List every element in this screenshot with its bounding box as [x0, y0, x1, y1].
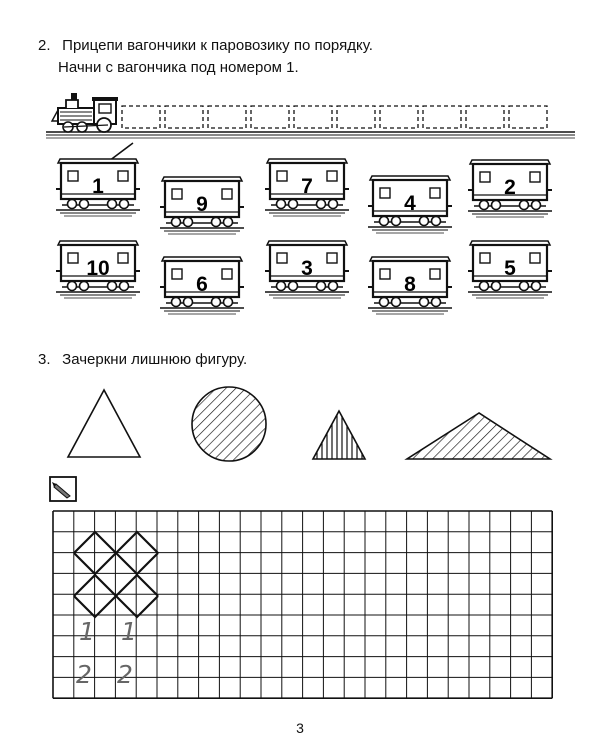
- wagon-slot[interactable]: [165, 106, 203, 128]
- wagon-slot[interactable]: [466, 106, 504, 128]
- wagon-8[interactable]: [368, 257, 452, 314]
- task3-number: 3.: [38, 351, 51, 368]
- wagon-slot[interactable]: [251, 106, 289, 128]
- wagon-number: 1: [92, 175, 104, 198]
- wagon-slot[interactable]: [423, 106, 461, 128]
- wagon-number: 8: [404, 273, 416, 296]
- wagon-slot[interactable]: [294, 106, 332, 128]
- wagon-2[interactable]: [468, 160, 552, 217]
- wagon-9[interactable]: [160, 177, 244, 234]
- page-number: 3: [296, 720, 304, 736]
- empty-wagon-slots: [122, 106, 547, 128]
- shape-triangle-hatched-small[interactable]: [313, 411, 365, 459]
- wagon-slot[interactable]: [122, 106, 160, 128]
- locomotive: [46, 93, 575, 138]
- wagon-number: 3: [301, 257, 313, 280]
- wagon-number: 10: [86, 257, 110, 280]
- wagon-number: 7: [301, 175, 313, 198]
- wagon-3[interactable]: [265, 241, 349, 298]
- copy-digit-2b: 2: [117, 660, 133, 689]
- wagon-number: 2: [504, 176, 516, 199]
- wagon-6[interactable]: [160, 257, 244, 314]
- wagon-number: 9: [196, 193, 208, 216]
- task2-instruction-line1: Прицепи вагончики к паровозику по порядку.: [62, 37, 373, 54]
- wagon-number: 5: [504, 257, 516, 280]
- wagon-5[interactable]: [468, 241, 552, 298]
- wagon-1[interactable]: [56, 159, 140, 216]
- wagon-number: 6: [196, 273, 208, 296]
- wagon-slot[interactable]: [509, 106, 547, 128]
- wagon-7[interactable]: [265, 159, 349, 216]
- wagon-slot[interactable]: [337, 106, 375, 128]
- task2-instruction-line2: Начни с вагончика под номером 1.: [58, 59, 299, 76]
- task3-instruction: Зачеркни лишнюю фигуру.: [62, 351, 248, 368]
- wagon-slot[interactable]: [380, 106, 418, 128]
- wagon-10[interactable]: [56, 241, 140, 298]
- copy-digit-1a: 1: [79, 617, 95, 646]
- copy-digit-1b: 1: [121, 617, 137, 646]
- task2-number: 2.: [38, 37, 51, 54]
- zigzag-sample: [74, 532, 158, 617]
- wagon-4[interactable]: [368, 176, 452, 233]
- shape-triangle-hatched-wide[interactable]: [407, 413, 550, 459]
- shape-triangle-outline[interactable]: [68, 390, 140, 457]
- copy-digit-2a: 2: [76, 660, 92, 689]
- pencil-icon: [50, 477, 76, 501]
- wagon-number: 4: [404, 192, 416, 215]
- wagon-slot[interactable]: [208, 106, 246, 128]
- shape-circle-hatched[interactable]: [192, 387, 266, 461]
